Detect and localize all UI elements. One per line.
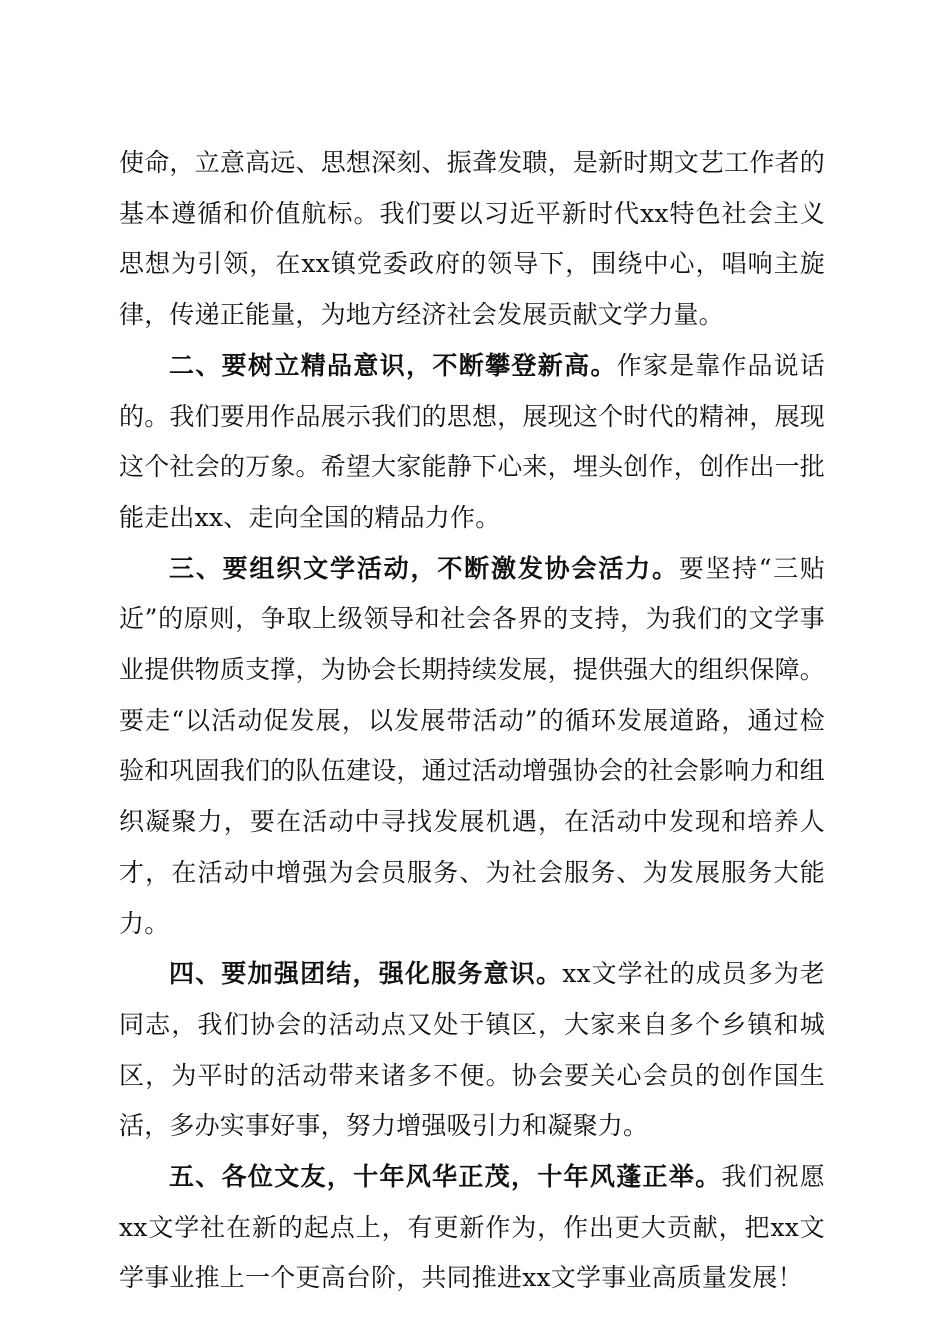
paragraph-text: 我们祝愿xx文学社在新的起点上，有更新作为，作出更大贡献，把xx文学事业推上一个更高台阶，共同推进xx文学事业高质量发展！ xyxy=(119,1162,825,1293)
paragraph-section-4 xyxy=(119,949,825,1152)
section-heading: 四、要加强团结，强化服务意识。 xyxy=(169,959,563,989)
paragraph-text: 作家是靠作品说话的。我们要用作品展示我们的思想，展现这个时代的精神，展现这个社会的万象。希望大家能静下心来，埋头创作，创作出一批能走出xx、走向全国的精品力作。 xyxy=(119,350,825,532)
section-heading: 三、要组织文学活动，不断激发协会活力。 xyxy=(169,553,679,583)
paragraph-text: 要坚持“三贴近”的原则，争取上级领导和社会各界的支持，为我们的文学事业提供物质支撑，为协会长期持续发展，提供强大的组织保障。要走“以活动促发展，以发展带活动”的循环发展道路，通过检验和巩固我们的队伍建设，通过活动增强协会的社会影响力和组织凝聚力，要在活动中寻找发展机遇，在活动中发现和培养人才，在活动中增强为会员服务、为社会服务、为发展服务大能力。 xyxy=(119,553,825,938)
section-heading: 五、各位文友，十年风华正茂，十年风蓬正举。 xyxy=(169,1162,722,1192)
document-body xyxy=(119,138,825,1304)
paragraph-continuation xyxy=(119,138,825,341)
paragraph-text: 使命，立意高远、思想深刻、振聋发聩，是新时期文艺工作者的基本遵循和价值航标。我们要以习近平新时代xx特色社会主义思想为引领，在xx镇党委政府的领导下，围绕中心，唱响主旋律，传递正能量，为地方经济社会发展贡献文学力量。 xyxy=(119,148,825,330)
section-heading: 二、要树立精品意识，不断攀登新高。 xyxy=(169,350,617,380)
paragraph-section-5 xyxy=(119,1152,825,1304)
paragraph-section-3 xyxy=(119,544,825,950)
paragraph-text: xx文学社的成员多为老同志，我们协会的活动点又处于镇区，大家来自多个乡镇和城区，为平时的活动带来诸多不便。协会要关心会员的创作国生活，多办实事好事，努力增强吸引力和凝聚力。 xyxy=(119,959,825,1141)
paragraph-section-2 xyxy=(119,341,825,544)
